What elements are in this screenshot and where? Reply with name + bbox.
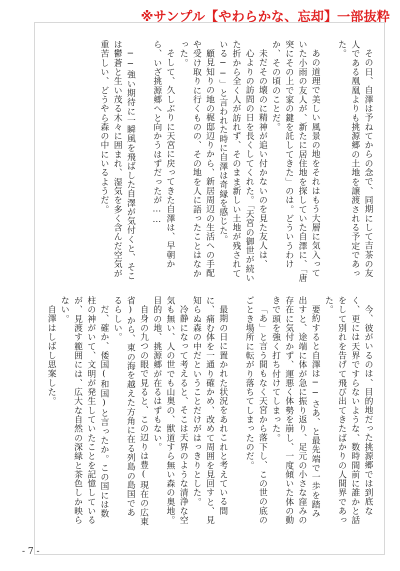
paragraph: 最期の日に置かれた状況をあれこれと考えている間に、痛む体を一通り確かめ、改めて周囲を見回すと、見知らぬ森の中だということだけがはっきりとした。 — [191, 296, 228, 525]
paragraph: 今、彼がいるのは、目的地だった挑源郷では到底なく、更には天界ですらないような、数時間前に誰かと話をして別れを告げて飛び出てきたばかりの人間界であった。 — [323, 296, 373, 525]
paragraph: あの道理で美しい風景の地をそれはもう大層に気入っていた小雨の友人が、新たに居住地を探していた自澤に、「唐突にその上で家の鍵を託してきた」のは。どういうわけか、その頃のことだ。 — [270, 40, 321, 283]
paragraph: 冷静になって考えると、そこは天界のような清浄な空気も無い、人の世でも山奥の、獣道すら無い森の奥地。目的の地、挑源郷が在るはずもない。 — [151, 296, 189, 525]
lower-text-block — [44, 296, 374, 526]
upper-text-block — [44, 40, 374, 285]
paragraph: 自身の九つの眼で見ると、この辺りは豊(現在の広東省)から、東の海を越えた方角に在る列島の島国であるらしい。 — [112, 296, 149, 526]
paragraph: だ、確か、倭国(和国)と言ったか。この国には数柱の神がいて、文明が発生していたことを記憶しているが、見渡す範囲には、広大な自然の深緑と茶色しか映らない。 — [59, 296, 109, 525]
sample-excerpt-banner: ※サンプル【やわらかな、忘却】一部抜粋 — [140, 10, 390, 25]
paragraph: 「あ」と言う間もなく天宮から落下し、この世の底のごとき場所に転がり落ちてしまったのだ。 — [244, 296, 268, 525]
page-number: - 7 - — [22, 547, 40, 557]
paragraph: ──強い期待に一瞬風を飛ばした自澤が気付くと、そこは鬱蒼と生い茂る木々に囲まれ、湿気を多く含んだ空気が重苦しい、どうやら森の中にいるようだ。 — [98, 40, 136, 281]
paragraph: 自澤はしばし思案した。 — [46, 304, 57, 406]
paragraph: 心よりの訪問の日を長くしてくれた。「天宮の御世が続いた折から全く人が訪れず、そのまま新しい土地が残されている──」と言われた時に自澤は奇縁を感じた。 — [217, 40, 255, 283]
paragraph: そして、久しぶりに天宮に戻ってきた自澤は、早朝から、いざ挑源郷へと向かうはずだったが…… — [151, 40, 175, 269]
paragraph: 顧見知りの地の梶邸辺りから、新居周辺の生活への手配や受け取りに行くものの、その地を人に語ったことはなかった。 — [178, 40, 215, 278]
paragraph: 未だその壊のに精神が追い付かないのを見た友人は、 — [257, 48, 268, 269]
paragraph: 要約すると自澤は──さあ、と最先端で一歩を踏み出すと、途端に体が急に振り返り、足元の小さな窪みの存在に気付かず、運悪く体勢を崩し、一度傾いた体の動きで頭を強く打ち付けてしまった。 — [270, 296, 321, 525]
paragraph: その日、自澤は予ねてからの念で、同期にして吉茶の友人である凰凰よりも挑源郷の土地を譲渡される予定であった。 — [336, 40, 373, 278]
